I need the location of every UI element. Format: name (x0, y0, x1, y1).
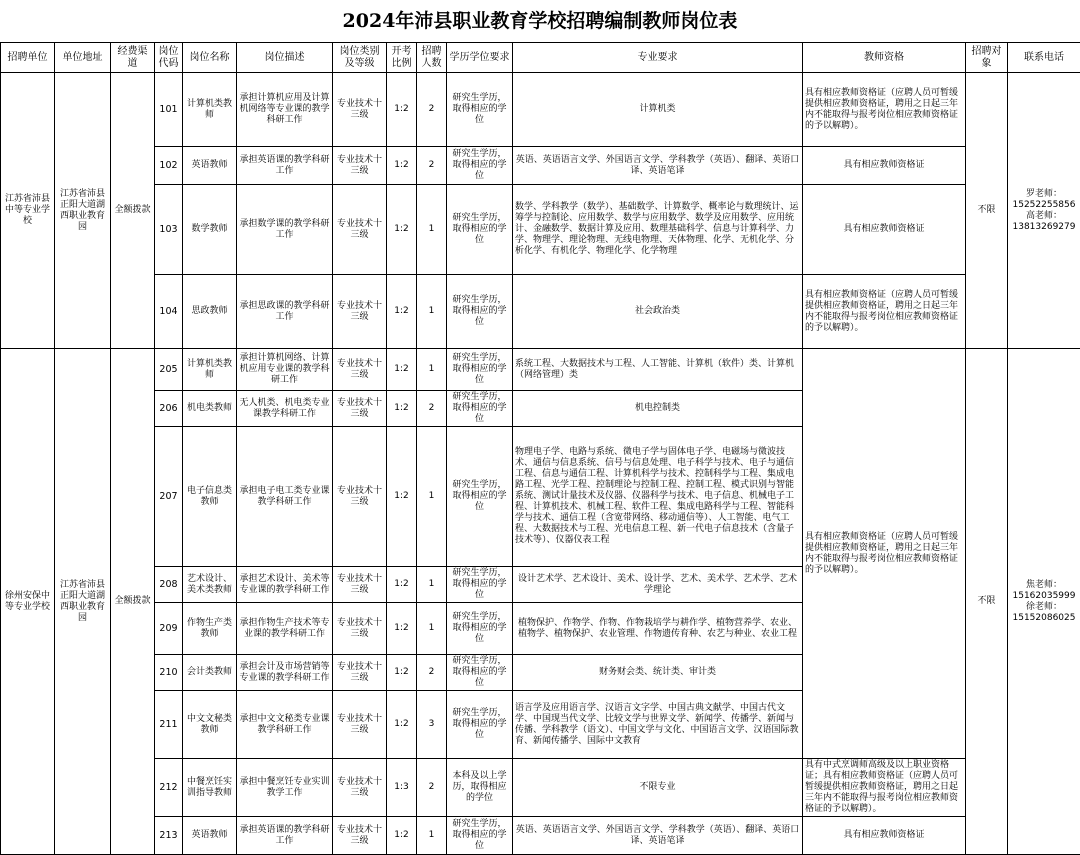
ratio-cell: 1:2 (387, 427, 417, 567)
edu-cell: 研究生学历，取得相应的学位 (447, 603, 513, 655)
edu-cell: 研究生学历，取得相应的学位 (447, 185, 513, 275)
major-cell: 不限专业 (513, 759, 803, 817)
count-cell: 1 (417, 567, 447, 603)
name-cell: 英语教师 (183, 147, 237, 185)
ratio-cell: 1:2 (387, 147, 417, 185)
table-row (1, 185, 1080, 275)
edu-cell: 研究生学历，取得相应的学位 (447, 817, 513, 855)
edu-cell: 研究生学历，取得相应的学位 (447, 655, 513, 691)
desc-cell: 承担思政课的教学科研工作 (237, 275, 333, 349)
col-unit: 招聘单位 (1, 43, 55, 73)
major-cell: 系统工程、大数据技术与工程、人工智能、计算机（软件）类、计算机（网络管理）类 (513, 349, 803, 391)
count-cell: 1 (417, 817, 447, 855)
edu-cell: 研究生学历，取得相应的学位 (447, 275, 513, 349)
edu-cell: 本科及以上学历，取得相应的学位 (447, 759, 513, 817)
ratio-cell: 1:2 (387, 391, 417, 427)
col-qual: 教师资格 (803, 43, 966, 73)
col-contact: 联系电话 (1008, 43, 1080, 73)
col-target: 招聘对象 (966, 43, 1008, 73)
level-cell: 专业技术十三级 (333, 391, 387, 427)
position-table (0, 42, 1080, 855)
funding-cell: 全额拨款 (111, 349, 155, 855)
qual-cell: 具有相应教师资格证 (803, 147, 966, 185)
page-title: 2024年沛县职业教育学校招聘编制教师岗位表 (0, 0, 1080, 42)
major-cell: 植物保护、作物学、作物、作物栽培学与耕作学、植物营养学、农业、植物学、植物保护、农业管理、作物遗传育种、农艺与种业、农业工程 (513, 603, 803, 655)
count-cell: 2 (417, 391, 447, 427)
table-row (1, 275, 1080, 349)
count-cell: 3 (417, 691, 447, 759)
edu-cell: 研究生学历，取得相应的学位 (447, 349, 513, 391)
level-cell: 专业技术十三级 (333, 655, 387, 691)
level-cell: 专业技术十三级 (333, 759, 387, 817)
code-cell: 212 (155, 759, 183, 817)
major-cell: 语言学及应用语言学、汉语言文字学、中国古典文献学、中国古代文学、中国现当代文学、比较文学与世界文学、新闻学、传播学、新闻与传播、学科教学（语文）、中国文学与文化、中国语言文学、汉语国际教育、新闻传播学、国际中文教育 (513, 691, 803, 759)
code-cell: 103 (155, 185, 183, 275)
code-cell: 207 (155, 427, 183, 567)
count-cell: 1 (417, 427, 447, 567)
name-cell: 机电类教师 (183, 391, 237, 427)
qual-cell: 具有相应教师资格证（应聘人员可暂缓提供相应教师资格证，聘用之日起三年内不能取得与报考岗位相应教师资格证的予以解聘）。 (803, 275, 966, 349)
code-cell: 210 (155, 655, 183, 691)
ratio-cell: 1:3 (387, 759, 417, 817)
level-cell: 专业技术十三级 (333, 817, 387, 855)
level-cell: 专业技术十三级 (333, 567, 387, 603)
col-ratio: 开考比例 (387, 43, 417, 73)
name-cell: 会计类教师 (183, 655, 237, 691)
table-row (1, 817, 1080, 855)
level-cell: 专业技术十三级 (333, 185, 387, 275)
level-cell: 专业技术十三级 (333, 275, 387, 349)
level-cell: 专业技术十三级 (333, 349, 387, 391)
count-cell: 1 (417, 275, 447, 349)
desc-cell: 承担计算机网络、计算机应用专业课的教学科研工作 (237, 349, 333, 391)
desc-cell: 承担中文文秘类专业课教学科研工作 (237, 691, 333, 759)
col-name: 岗位名称 (183, 43, 237, 73)
ratio-cell: 1:2 (387, 691, 417, 759)
name-cell: 作物生产类教师 (183, 603, 237, 655)
edu-cell: 研究生学历，取得相应的学位 (447, 427, 513, 567)
col-funding: 经费渠道 (111, 43, 155, 73)
table-row (1, 349, 1080, 391)
ratio-cell: 1:2 (387, 567, 417, 603)
col-edu: 学历学位要求 (447, 43, 513, 73)
col-code: 岗位代码 (155, 43, 183, 73)
code-cell: 209 (155, 603, 183, 655)
level-cell: 专业技术十三级 (333, 427, 387, 567)
qual-cell: 具有中式烹调师高级及以上职业资格证；具有相应教师资格证（应聘人员可暂缓提供相应教师资格证，聘用之日起三年内不能取得与报考岗位相应教师资格证的予以解聘）。 (803, 759, 966, 817)
address-cell: 江苏省沛县正阳大道湖西职业教育园 (55, 73, 111, 349)
desc-cell: 承担中餐烹饪专业实训教学工作 (237, 759, 333, 817)
code-cell: 104 (155, 275, 183, 349)
major-cell: 设计艺术学、艺术设计、美术、设计学、艺术、美术学、艺术学、艺术学理论 (513, 567, 803, 603)
qual-cell: 具有相应教师资格证 (803, 817, 966, 855)
ratio-cell: 1:2 (387, 185, 417, 275)
col-address: 单位地址 (55, 43, 111, 73)
contact-cell: 焦老师：15162035999 徐老师：15152086025 (1008, 349, 1080, 855)
name-cell: 中文文秘类教师 (183, 691, 237, 759)
name-cell: 电子信息类教师 (183, 427, 237, 567)
contact-cell: 罗老师：15252255856 高老师：13813269279 (1008, 73, 1080, 349)
desc-cell: 承担计算机应用及计算机网络等专业课的教学科研工作 (237, 73, 333, 147)
code-cell: 101 (155, 73, 183, 147)
col-major: 专业要求 (513, 43, 803, 73)
level-cell: 专业技术十三级 (333, 147, 387, 185)
code-cell: 208 (155, 567, 183, 603)
desc-cell: 承担英语课的教学科研工作 (237, 147, 333, 185)
name-cell: 中餐烹饪实训指导教师 (183, 759, 237, 817)
name-cell: 计算机类教师 (183, 73, 237, 147)
code-cell: 211 (155, 691, 183, 759)
edu-cell: 研究生学历，取得相应的学位 (447, 73, 513, 147)
ratio-cell: 1:2 (387, 275, 417, 349)
ratio-cell: 1:2 (387, 603, 417, 655)
desc-cell: 承担数学课的教学科研工作 (237, 185, 333, 275)
table-row (1, 759, 1080, 817)
desc-cell: 承担艺术设计、美术等专业课的教学科研工作 (237, 567, 333, 603)
qual-cell: 具有相应教师资格证（应聘人员可暂缓提供相应教师资格证，聘用之日起三年内不能取得与报考岗位相应教师资格证的予以解聘）。 (803, 73, 966, 147)
name-cell: 数学教师 (183, 185, 237, 275)
count-cell: 2 (417, 655, 447, 691)
col-desc: 岗位描述 (237, 43, 333, 73)
desc-cell: 承担作物生产技术等专业课的教学科研工作 (237, 603, 333, 655)
unit-cell: 江苏省沛县中等专业学校 (1, 73, 55, 349)
name-cell: 计算机类教师 (183, 349, 237, 391)
edu-cell: 研究生学历，取得相应的学位 (447, 691, 513, 759)
funding-cell: 全额拨款 (111, 73, 155, 349)
count-cell: 1 (417, 603, 447, 655)
code-cell: 102 (155, 147, 183, 185)
code-cell: 206 (155, 391, 183, 427)
table-row (1, 73, 1080, 147)
level-cell: 专业技术十三级 (333, 603, 387, 655)
desc-cell: 无人机类、机电类专业课教学科研工作 (237, 391, 333, 427)
unit-cell: 徐州安保中等专业学校 (1, 349, 55, 855)
ratio-cell: 1:2 (387, 73, 417, 147)
desc-cell: 承担电子电工类专业课教学科研工作 (237, 427, 333, 567)
edu-cell: 研究生学历，取得相应的学位 (447, 391, 513, 427)
major-cell: 物理电子学、电路与系统、微电子学与固体电子学、电磁场与微波技术、通信与信息系统、信号与信息处理、电子科学与技术、电子与通信工程、信息与通信工程、计算机科学与技术、控制科学与工程、集成电路工程、光学工程、控制理论与控制工程、控制工程、模式识别与智能系统、测试计量技术及仪器、仪器科学与技术、电子信息、机械电子工程、计算机技术、机械工程、软件工程、集成电路科学与工程、智能科学与技术、通信工程（含宽带网络、移动通信等）、人工智能、电气工程、大数据技术与工程、光电信息工程、新一代电子信息技术（含量子技术等）、仪器仪表工程 (513, 427, 803, 567)
qual-cell: 具有相应教师资格证（应聘人员可暂缓提供相应教师资格证，聘用之日起三年内不能取得与报考岗位相应教师资格证的予以解聘）。 (803, 349, 966, 759)
target-cell: 不限 (966, 73, 1008, 349)
table-row (1, 147, 1080, 185)
qual-cell: 具有相应教师资格证 (803, 185, 966, 275)
major-cell: 计算机类 (513, 73, 803, 147)
count-cell: 1 (417, 185, 447, 275)
ratio-cell: 1:2 (387, 817, 417, 855)
name-cell: 英语教师 (183, 817, 237, 855)
col-count: 招聘人数 (417, 43, 447, 73)
target-cell: 不限 (966, 349, 1008, 855)
code-cell: 205 (155, 349, 183, 391)
major-cell: 数学、学科教学（数学）、基础数学、计算数学、概率论与数理统计、运筹学与控制论、应用数学、数学与应用数学、数学及应用数学、应用统计、金融数学、数据计算及应用、数理基础科学、信息与计算科学、力学、物理学、理论物理、无线电物理、天体物理、化学、无机化学、分析化学、有机化学、物理化学、化学物理 (513, 185, 803, 275)
count-cell: 1 (417, 349, 447, 391)
count-cell: 2 (417, 759, 447, 817)
edu-cell: 研究生学历，取得相应的学位 (447, 147, 513, 185)
count-cell: 2 (417, 73, 447, 147)
desc-cell: 承担英语课的教学科研工作 (237, 817, 333, 855)
edu-cell: 研究生学历，取得相应的学位 (447, 567, 513, 603)
name-cell: 思政教师 (183, 275, 237, 349)
major-cell: 英语、英语语言文学、外国语言文学、学科教学（英语）、翻译、英语口译、英语笔译 (513, 817, 803, 855)
col-level: 岗位类别及等级 (333, 43, 387, 73)
major-cell: 英语、英语语言文学、外国语言文学、学科教学（英语）、翻译、英语口译、英语笔译 (513, 147, 803, 185)
desc-cell: 承担会计及市场营销等专业课的教学科研工作 (237, 655, 333, 691)
code-cell: 213 (155, 817, 183, 855)
level-cell: 专业技术十三级 (333, 73, 387, 147)
count-cell: 2 (417, 147, 447, 185)
major-cell: 机电控制类 (513, 391, 803, 427)
header-row (1, 43, 1080, 73)
major-cell: 财务财会类、统计类、审计类 (513, 655, 803, 691)
major-cell: 社会政治类 (513, 275, 803, 349)
address-cell: 江苏省沛县正阳大道湖西职业教育园 (55, 349, 111, 855)
level-cell: 专业技术十三级 (333, 691, 387, 759)
ratio-cell: 1:2 (387, 349, 417, 391)
ratio-cell: 1:2 (387, 655, 417, 691)
name-cell: 艺术设计、美术类教师 (183, 567, 237, 603)
